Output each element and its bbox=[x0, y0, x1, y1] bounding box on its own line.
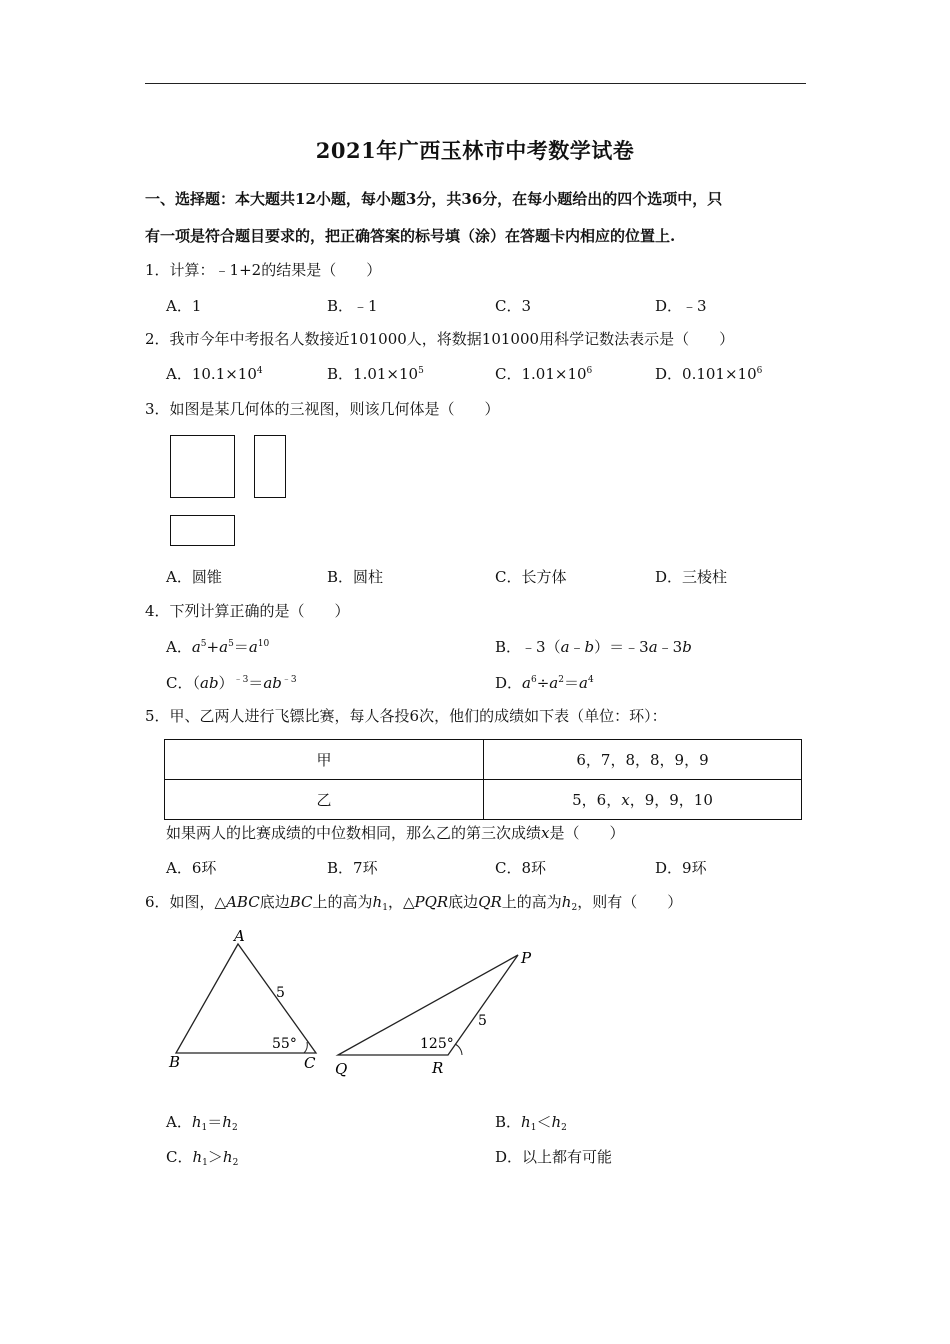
q2-option-d: D．$0.101\times 10^6$ bbox=[655, 365, 763, 383]
q5-option-b: B．7环 bbox=[327, 859, 378, 877]
table-cell-name: 甲 bbox=[165, 740, 484, 780]
q3-option-d: D．三棱柱 bbox=[655, 568, 728, 586]
label-c: C bbox=[304, 1054, 316, 1072]
q1-option-b: B．﹣1 bbox=[327, 297, 378, 315]
label-b: B bbox=[169, 1053, 181, 1071]
label-p: P bbox=[521, 949, 532, 967]
label-r: R bbox=[432, 1059, 444, 1077]
q5-follow-text: 如果两人的比赛成绩的中位数相同，那么乙的第三次成绩x是（ ） bbox=[166, 824, 625, 842]
q4-option-b: B．﹣3（a﹣b）＝﹣3a﹣3b bbox=[495, 638, 692, 656]
q5-option-a: A．6环 bbox=[166, 859, 217, 877]
angle-c-arc bbox=[304, 1042, 307, 1053]
q2-option-c: C．$1.01\times 10^6$ bbox=[495, 365, 593, 383]
q5-stem: 5．甲、乙两人进行飞镖比赛，每人各投6次，他们的成绩如下表（单位：环）： bbox=[145, 707, 667, 725]
q3-option-b: B．圆柱 bbox=[327, 568, 384, 586]
q3-option-c: C．长方体 bbox=[495, 568, 567, 586]
q2-option-b: B．$1.01\times 10^5$ bbox=[327, 365, 424, 383]
q1-option-c: C．3 bbox=[495, 297, 532, 315]
q6-option-b: B．$h_1<h_2$ bbox=[495, 1113, 567, 1133]
q5-option-c: C．8环 bbox=[495, 859, 547, 877]
q6-option-a: A．$h_1=h_2$ bbox=[166, 1113, 238, 1133]
q6-stem: 6．如图，△ABC底边BC上的高为$h_1$，△PQR底边QR上的高为$h_2$，则有（ ） bbox=[145, 893, 683, 913]
q1-stem: 1．计算：﹣1+2的结果是（ ） bbox=[145, 261, 382, 279]
q5-option-d: D．9环 bbox=[655, 859, 707, 877]
label-side-pr: 5 bbox=[478, 1013, 487, 1029]
table-cell-name: 乙 bbox=[165, 780, 484, 820]
section-heading-line2: 有一项是符合题目要求的，把正确答案的标号填（涂）在答题卡内相应的位置上. bbox=[145, 227, 676, 245]
q2-option-a: A．$10.1\times 10^4$ bbox=[166, 365, 263, 383]
q6-option-c: C．$h_1>h_2$ bbox=[166, 1148, 239, 1168]
label-a: A bbox=[234, 927, 245, 945]
label-q: Q bbox=[335, 1060, 348, 1078]
table-cell-scores: 6，7，8，8，9，9 bbox=[484, 740, 802, 780]
q4-stem: 4．下列计算正确的是（ ） bbox=[145, 602, 350, 620]
table-cell-scores: 5，6，x，9，9，10 bbox=[484, 780, 802, 820]
q4-option-d: D．$a^6\div a^2=a^4$ bbox=[495, 674, 594, 692]
q6-option-d: D．以上都有可能 bbox=[495, 1148, 613, 1166]
q3-stem: 3．如图是某几何体的三视图，则该几何体是（ ） bbox=[145, 400, 500, 418]
label-angle-c: 55° bbox=[272, 1036, 297, 1052]
q3-option-a: A．圆锥 bbox=[166, 568, 222, 586]
page-title: 2021年广西玉林市中考数学试卷 bbox=[315, 138, 635, 163]
angle-r-arc bbox=[455, 1044, 462, 1055]
label-angle-r: 125° bbox=[420, 1036, 454, 1052]
q2-stem: 2．我市今年中考报名人数接近101000人，将数据101000用科学记数法表示是（ ） bbox=[145, 330, 735, 348]
q4-option-a: A．$a^5+a^5=a^{10}$ bbox=[166, 638, 270, 656]
section-heading-line1: 一、选择题：本大题共12小题，每小题3分，共36分，在每小题给出的四个选项中，只 bbox=[145, 190, 723, 208]
q1-option-d: D．﹣3 bbox=[655, 297, 707, 315]
q4-option-c: C．$(ab)^{﹣3}=ab^{﹣3}$ bbox=[166, 674, 297, 692]
label-side-ac: 5 bbox=[276, 985, 285, 1001]
q1-option-a: A．1 bbox=[166, 297, 202, 315]
